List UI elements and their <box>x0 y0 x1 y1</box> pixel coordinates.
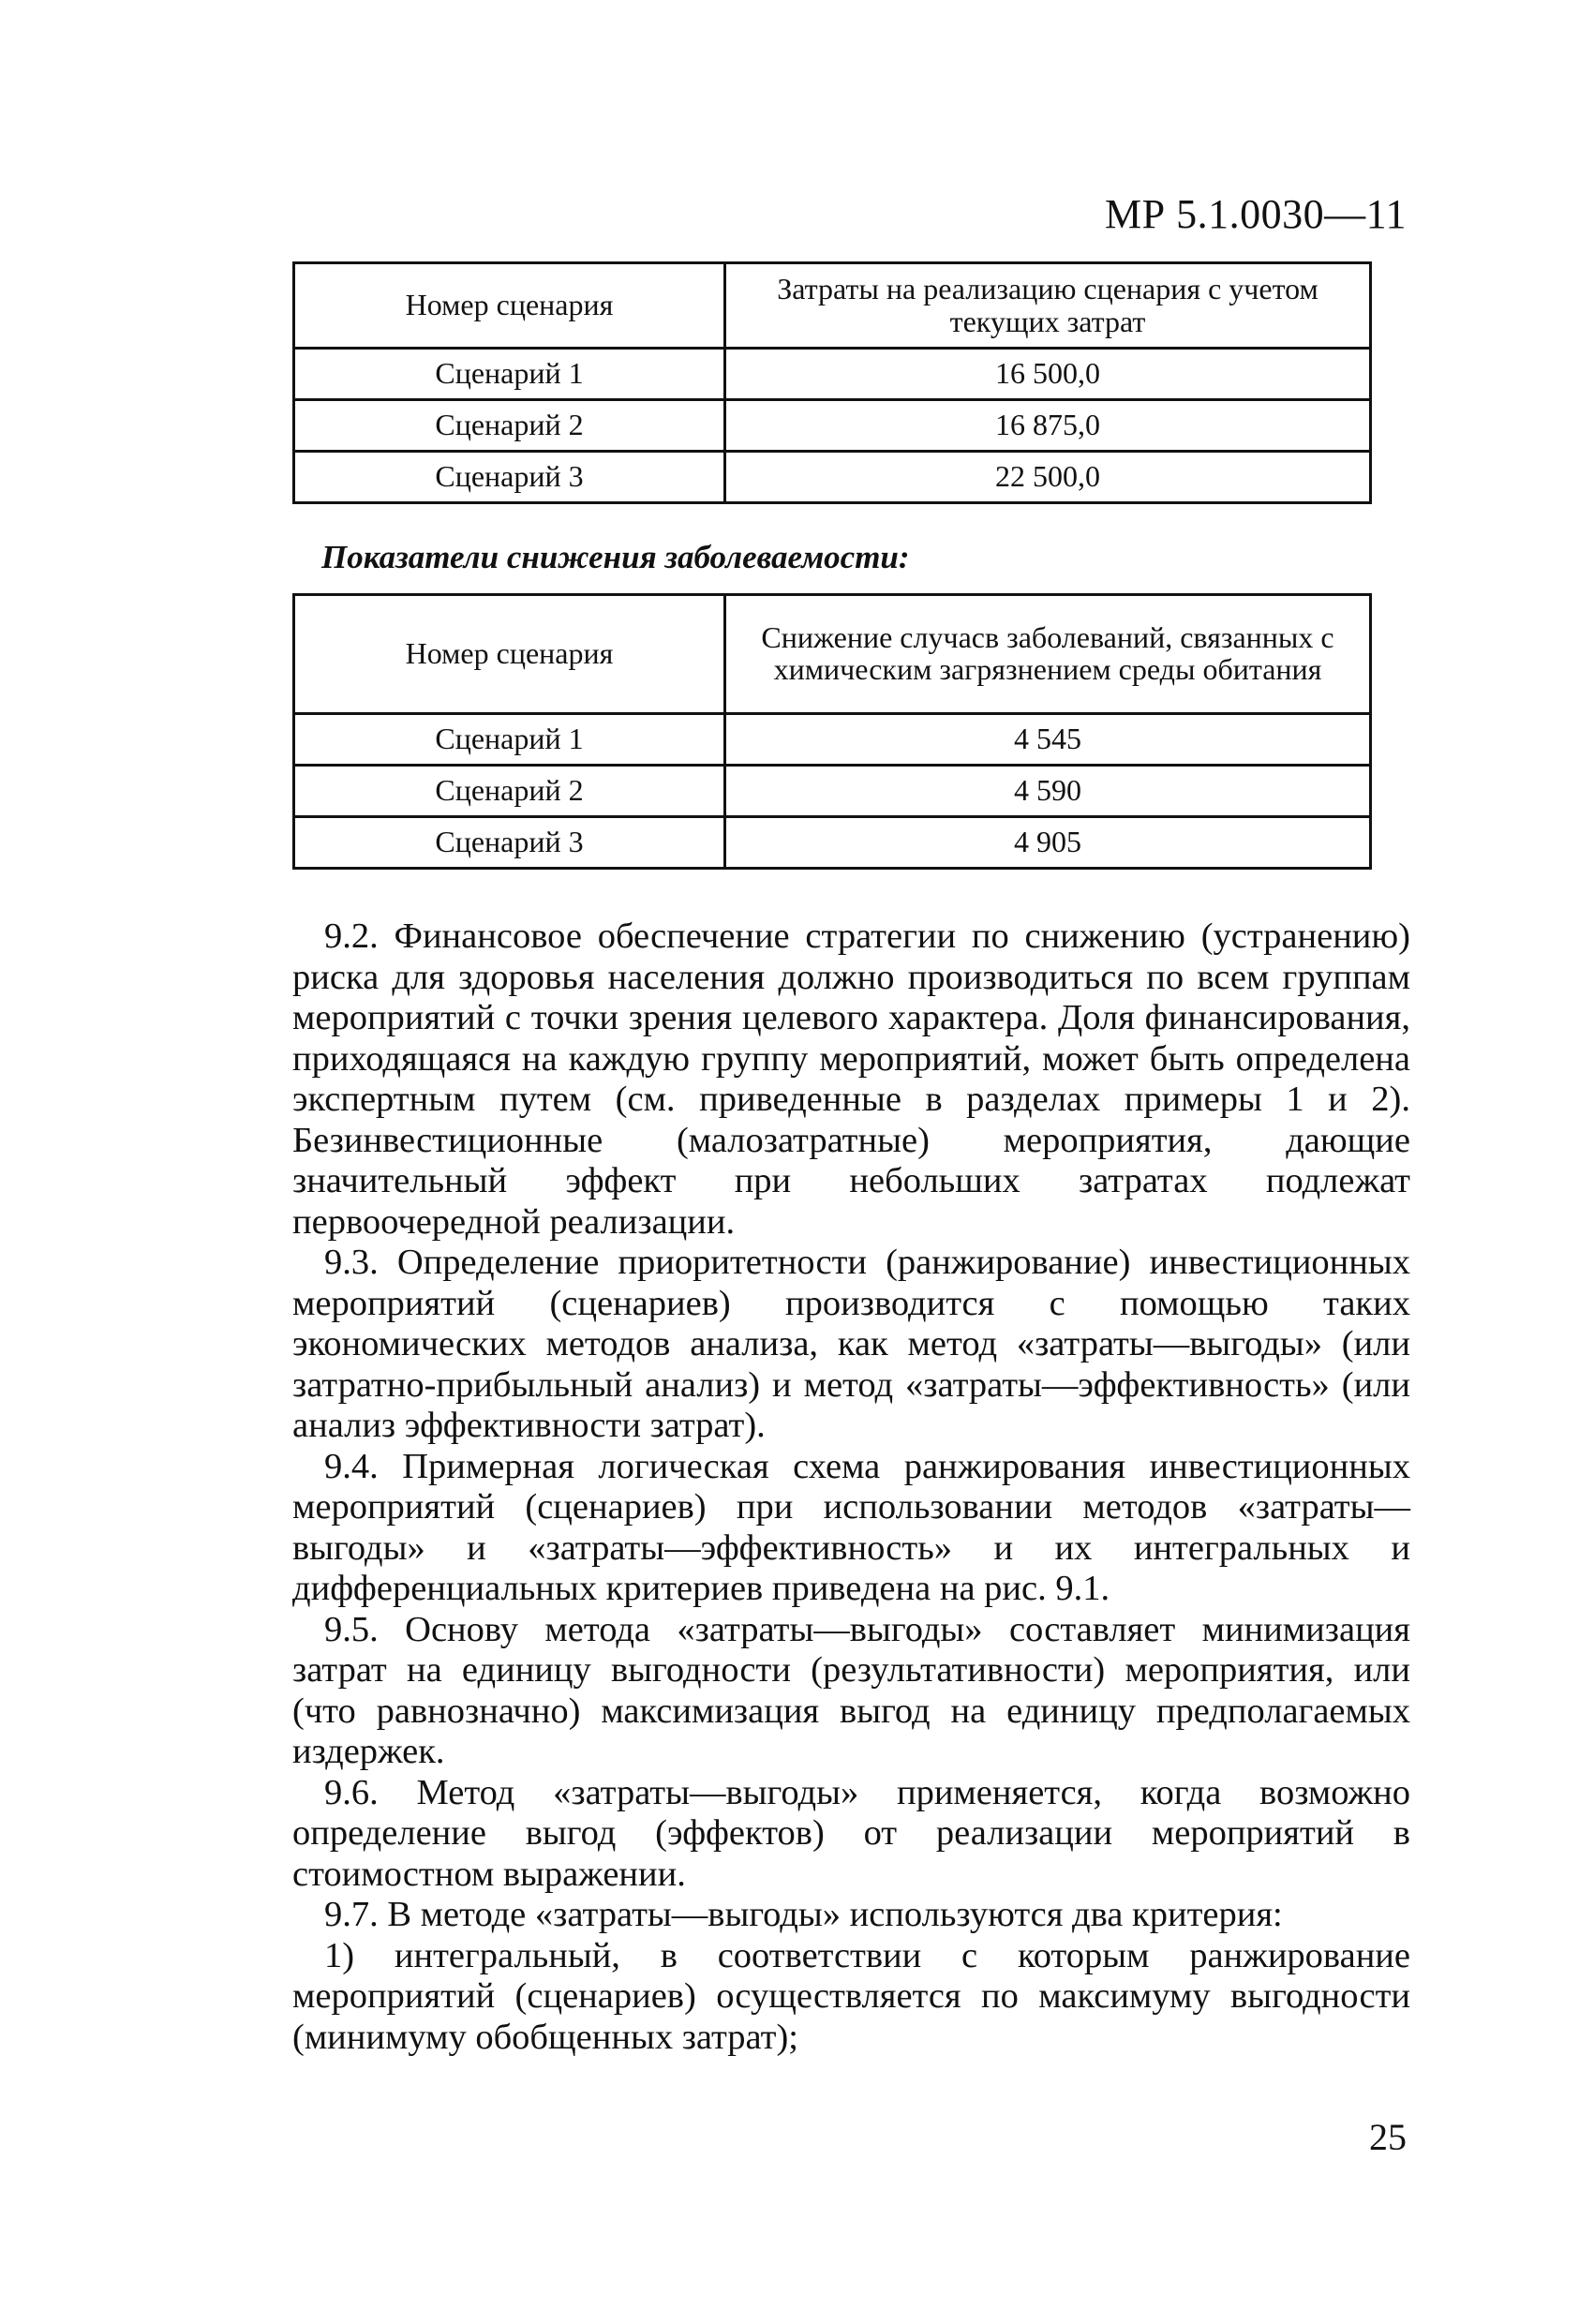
costs-value-cell: 16 875,0 <box>725 400 1371 452</box>
column-header-costs: Затраты на реализацию сценария с учетом текущих затрат <box>725 263 1371 349</box>
table-row <box>294 714 1371 766</box>
costs-value-cell: 22 500,0 <box>725 452 1371 503</box>
page-number: 25 <box>1369 2116 1407 2158</box>
morbidity-value-cell: 4 905 <box>725 817 1371 869</box>
morbidity-heading: Показатели снижения заболеваемости: <box>321 539 910 575</box>
paragraph-9-4: 9.4. Примерная логическая схема ранжирования инвестиционных мероприятий (сценариев) при использовании методов «затраты—выгоды» и «затраты—эффективность» и их интегральных и дифференциальных критериев приведена на рис. 9.1. <box>292 1446 1410 1608</box>
table-row <box>294 349 1371 400</box>
morbidity-value-cell: 4 590 <box>725 766 1371 817</box>
table-row <box>294 766 1371 817</box>
scenario-name-cell: Сценарий 3 <box>294 817 725 869</box>
body-text <box>292 916 1410 2058</box>
scenario-name-cell: Сценарий 3 <box>294 452 725 503</box>
costs-value-cell: 16 500,0 <box>725 349 1371 400</box>
paragraph-9-5: 9.5. Основу метода «затраты—выгоды» составляет минимизация затрат на единицу выгодности (результативности) мероприятия, или (что равнозначно) максимизация выгод на единицу предполагаемых издержек. <box>292 1609 1410 1771</box>
column-header-scenario: Номер сценария <box>294 595 725 714</box>
paragraph-9-3: 9.3. Определение приоритетности (ранжирование) инвестиционных мероприятий (сценариев) производится с помощью таких экономических методов анализа, как метод «затраты—выгоды» (или затратно-прибыльный анализ) и метод «затраты—эффективность» (или анализ эффективности затрат). <box>292 1243 1410 1445</box>
morbidity-value-cell: 4 545 <box>725 714 1371 766</box>
paragraph-9-6: 9.6. Метод «затраты—выгоды» применяется, когда возможно определение выгод (эффектов) от реализации мероприятий в стоимостном выражении. <box>292 1772 1410 1894</box>
scenario-name-cell: Сценарий 1 <box>294 349 725 400</box>
table-row <box>294 400 1371 452</box>
table-header-row <box>294 595 1371 714</box>
document-code: МР 5.1.0030—11 <box>1105 191 1407 237</box>
paragraph-9-2: 9.2. Финансовое обеспечение стратегии по снижению (устранению) риска для здоровья населения должно производиться по всем группам мероприятий с точки зрения целевого характера. Доля финансирования, приходящаяся на каждую группу мероприятий, может быть определена экспертным путем (см. приведенные в разделах примеры 1 и 2). Безинвестиционные (малозатратные) мероприятия, дающие значительный эффект при небольших затратах подлежат первоочередной реализации. <box>292 916 1410 1242</box>
paragraph-criterion-1: 1) интегральный, в соответствии с которым ранжирование мероприятий (сценариев) осуществляется по максимуму выгодности (минимуму обобщенных затрат); <box>292 1935 1410 2057</box>
column-header-morbidity: Снижение случасв заболеваний, связанных с химическим загрязнением среды обитания <box>725 595 1371 714</box>
costs-table <box>292 261 1372 504</box>
scenario-name-cell: Сценарий 1 <box>294 714 725 766</box>
table-row <box>294 452 1371 503</box>
morbidity-table <box>292 593 1372 870</box>
table-header-row <box>294 263 1371 349</box>
scenario-name-cell: Сценарий 2 <box>294 400 725 452</box>
column-header-scenario: Номер сценария <box>294 263 725 349</box>
paragraph-9-7: 9.7. В методе «затраты—выгоды» используются два критерия: <box>324 1895 1283 1934</box>
scenario-name-cell: Сценарий 2 <box>294 766 725 817</box>
table-row <box>294 817 1371 869</box>
